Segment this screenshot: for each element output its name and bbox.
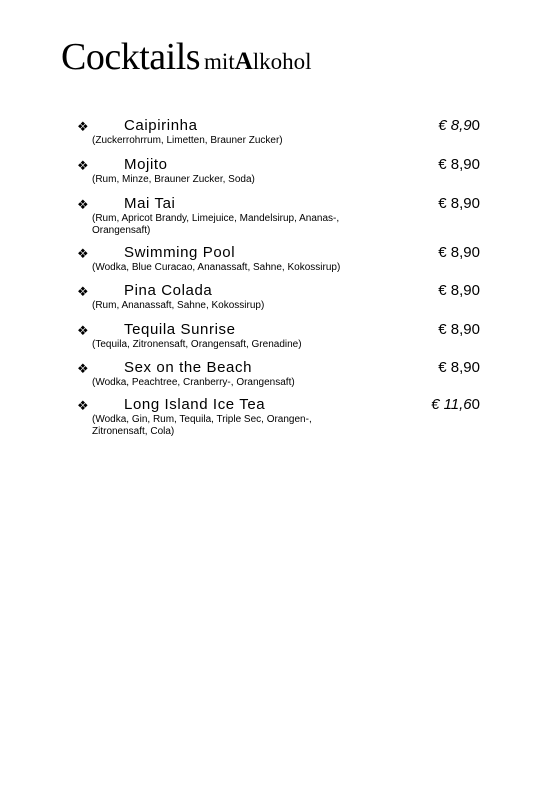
- diamond-bullet-icon: ❖: [77, 246, 89, 261]
- diamond-bullet-icon: ❖: [77, 197, 89, 212]
- item-description: (Rum, Ananassaft, Sahne, Kokossirup): [92, 300, 265, 311]
- item-description: (Wodka, Blue Curacao, Ananassaft, Sahne, Kokossirup): [92, 262, 341, 273]
- item-price: [438, 244, 480, 262]
- item-price: [438, 195, 480, 213]
- item-description: (Zuckerrohrrum, Limetten, Brauner Zucker): [92, 135, 283, 146]
- price-normal-part: € 8,90: [438, 321, 480, 338]
- page-title: [61, 38, 312, 76]
- price-normal-part: € 8,90: [438, 282, 480, 299]
- item-name: Mojito: [124, 156, 168, 173]
- item-description: (Wodka, Gin, Rum, Tequila, Triple Sec, Orangen-, Zitronensaft, Cola): [92, 414, 312, 437]
- item-name: Sex on the Beach: [124, 359, 253, 376]
- item-name: Mai Tai: [124, 195, 176, 212]
- diamond-bullet-icon: ❖: [77, 284, 89, 299]
- item-price: [438, 117, 480, 135]
- title-alk-initial: A: [234, 48, 253, 75]
- item-name: Tequila Sunrise: [124, 321, 236, 338]
- diamond-bullet-icon: ❖: [77, 158, 89, 173]
- item-description: (Wodka, Peachtree, Cranberry-, Orangensaft): [92, 377, 295, 388]
- price-italic-part: € 11,6: [431, 396, 472, 413]
- title-alk-rest: lkohol: [252, 49, 312, 74]
- price-normal-part: € 8,90: [438, 359, 480, 376]
- item-price: [438, 156, 480, 174]
- price-normal-part: € 8,90: [438, 195, 480, 212]
- price-italic-part: € 8,9: [438, 117, 472, 134]
- item-description: (Rum, Apricot Brandy, Limejuice, Mandelsirup, Ananas-, Orangensaft): [92, 213, 340, 236]
- diamond-bullet-icon: ❖: [77, 119, 89, 134]
- item-price: [431, 396, 480, 414]
- title-main: Cocktails: [61, 36, 201, 78]
- diamond-bullet-icon: ❖: [77, 323, 89, 338]
- item-price: [438, 282, 480, 300]
- diamond-bullet-icon: ❖: [77, 398, 89, 413]
- item-price: [438, 359, 480, 377]
- price-normal-part: € 8,90: [438, 244, 480, 261]
- item-price: [438, 321, 480, 339]
- price-normal-part: 0: [471, 396, 480, 413]
- title-mit: mit: [204, 49, 235, 74]
- diamond-bullet-icon: ❖: [77, 361, 89, 376]
- item-description: (Rum, Minze, Brauner Zucker, Soda): [92, 174, 255, 185]
- price-normal-part: € 8,90: [438, 156, 480, 173]
- item-name: Pina Colada: [124, 282, 213, 299]
- item-description: (Tequila, Zitronensaft, Orangensaft, Grenadine): [92, 339, 302, 350]
- price-normal-part: 0: [471, 117, 480, 134]
- item-name: Swimming Pool: [124, 244, 236, 261]
- item-name: Caipirinha: [124, 117, 198, 134]
- item-name: Long Island Ice Tea: [124, 396, 266, 413]
